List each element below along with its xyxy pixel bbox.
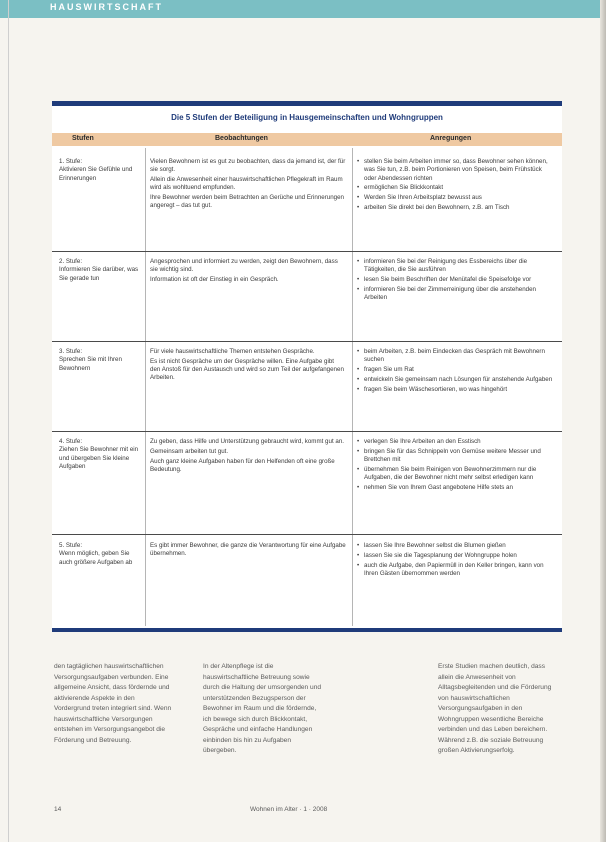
body-column-3 [438, 662, 560, 757]
beobachtungen-cell [150, 158, 346, 212]
stufe-description: Sprechen Sie mit Ihren Bewohnern [59, 356, 122, 372]
stufe-label: 5. Stufe: [59, 542, 83, 549]
anregung-item: • arbeiten Sie direkt bei den Bewohnern, z.B. am Tisch [357, 204, 555, 212]
beobachtung-text: Ihre Bewohner werden beim Betrachten an Gerüche und Erinnerungen angeregt – das tut gut. [150, 194, 344, 210]
anregung-item: • fragen Sie um Rat [357, 366, 555, 374]
body-paragraph: Erste Studien machen deutlich, dass allein die Anwesenheit von Alltagsbegleitenden und die Förderung von hauswirtschaftlichen Versorgungsaufgaben in den Wohngruppen wesentliche Bereiche verbinden und das Leben bereichern. Während z.B. die soziale Betreuung großen Aktivierungserfolg. [438, 663, 552, 754]
table-top-rule [52, 101, 562, 106]
anregung-item: • beim Arbeiten, z.B. beim Eindecken das Gespräch mit Bewohnern suchen [357, 348, 555, 365]
beobachtung-text: Für viele hauswirtschaftliche Themen entstehen Gespräche. [150, 348, 315, 355]
beobachtung-text: Gemeinsam arbeiten tut gut. [150, 447, 229, 455]
anregung-item: • stellen Sie beim Arbeiten immer so, dass Bewohner sehen können, was Sie tun, z.B. beim Portionieren von Speisen, beim Frühstück oder Abendessen richten [357, 158, 555, 183]
page-number: 14 [54, 806, 62, 813]
table-title: Die 5 Stufen der Beteiligung in Hausgemeinschaften und Wohngruppen [171, 113, 443, 122]
stufe-cell [59, 158, 141, 183]
anregung-item: • ermöglichen Sie Blickkontakt [357, 184, 555, 192]
column-divider [352, 148, 353, 626]
anregungen-cell [357, 258, 555, 304]
anregung-item: • informieren Sie bei der Zimmerreinigung über die anstehenden Arbeiten [357, 286, 555, 303]
anregung-item: • Werden Sie Ihren Arbeitsplatz bewusst aus [357, 194, 555, 202]
section-label: HAUSWIRTSCHAFT [50, 2, 163, 12]
stufe-label: 3. Stufe: [59, 348, 83, 355]
beobachtungen-cell [150, 348, 346, 384]
stufe-cell [59, 348, 141, 373]
margin-line [8, 0, 9, 842]
beobachtung-text: Vielen Bewohnern ist es gut zu beobachten, dass da jemand ist, der für sie sorgt. [150, 158, 346, 174]
beobachtung-text: Es gibt immer Bewohner, die ganze die Verantwortung für eine Aufgabe übernehmen. [150, 542, 346, 558]
anregung-item: • fragen Sie beim Wäschesortieren, wo was hingehört [357, 386, 555, 394]
column-header-stufen: Stufen [72, 135, 94, 142]
stufe-label: 1. Stufe: [59, 158, 83, 165]
stufe-description: Informieren Sie darüber, was Sie gerade tun [59, 266, 139, 282]
row-divider [52, 534, 562, 535]
beobachtungen-cell [150, 542, 346, 560]
row-divider [52, 431, 562, 432]
anregung-item: • entwickeln Sie gemeinsam nach Lösungen für anstehende Aufgaben [357, 376, 555, 384]
stufe-label: 2. Stufe: [59, 258, 83, 265]
table-bottom-rule [52, 628, 562, 632]
anregungen-cell [357, 158, 555, 214]
stufe-description: Aktivieren Sie Gefühle und Erinnerungen [59, 166, 133, 182]
beobachtung-text: Information ist oft der Einstieg in ein Gespräch. [150, 276, 279, 284]
beobachtungen-cell [150, 258, 346, 286]
column-header-beobachtungen: Beobachtungen [215, 135, 268, 142]
anregung-item: • bringen Sie für das Schnippeln von Gemüse weitere Messer und Brettchen mit [357, 448, 555, 465]
anregungen-cell [357, 438, 555, 494]
column-header-anregungen: Anregungen [430, 135, 472, 142]
stufe-description: Wenn möglich, geben Sie auch größere Aufgaben ab [59, 550, 133, 566]
anregung-item: • auch die Aufgabe, den Papiermüll in den Keller bringen, kann von Ihren Gästen übernommen werden [357, 562, 555, 579]
beobachtung-text: Allein die Anwesenheit einer hauswirtschaftlichen Pflegekraft im Raum wird als wohltuend empfunden. [150, 176, 343, 192]
magazine-footer: Wohnen im Alter · 1 · 2008 [250, 806, 328, 813]
stufe-label: 4. Stufe: [59, 438, 83, 445]
column-header-bar [52, 133, 562, 146]
anregung-item: • nehmen Sie von Ihrem Gast angebotene Hilfe stets an [357, 484, 555, 492]
stufe-cell [59, 542, 141, 567]
beobachtung-text: Zu geben, dass Hilfe und Unterstützung gebraucht wird, kommt gut an. [150, 438, 344, 445]
anregung-item: • informieren Sie bei der Reinigung des Essbereichs über die Tätigkeiten, die Sie ausführen [357, 258, 555, 275]
beobachtung-text: Es ist nicht Gespräche um der Gespräche willen. Eine Aufgabe gibt den Anstoß für den Austausch und wird so zum Teil der aufgefangenen Arbeiten. [150, 357, 344, 382]
anregungen-cell [357, 542, 555, 580]
column-divider [145, 148, 146, 626]
beobachtungen-cell [150, 438, 346, 476]
anregung-item: • lassen Sie sie die Tagesplanung der Wohngruppe holen [357, 552, 555, 560]
body-paragraph: In der Altenpflege ist die hauswirtschaftliche Betreuung sowie durch die Haltung der umsorgenden und unterstützenden Bezugsperson der Bewohner im Raum und die fördernde, ich bewege sich durch Blickkontakt, Gespräche und einfache Handlungen einbinden bis hin zu Aufgaben übergeben. [203, 663, 322, 754]
anregungen-cell [357, 348, 555, 395]
anregung-item: • lesen Sie beim Beschriften der Menütafel die Speisefolge vor [357, 276, 555, 284]
anregung-item: • übernehmen Sie beim Reinigen von Bewohnerzimmern nur die Aufgaben, die der Bewohner nicht mehr selbst erledigen kann [357, 466, 555, 483]
stufe-cell [59, 438, 141, 471]
body-column-2 [203, 662, 325, 757]
beobachtung-text: Auch ganz kleine Aufgaben haben für den Helfenden oft eine große Bedeutung. [150, 457, 335, 473]
anregung-item: • lassen Sie Ihre Bewohner selbst die Blumen gießen [357, 542, 555, 550]
anregung-item: • verlegen Sie Ihre Arbeiten an den Esstisch [357, 438, 555, 446]
stufe-cell [59, 258, 141, 283]
beobachtung-text: Angesprochen und informiert zu werden, zeigt den Bewohnern, dass sie wichtig sind. [150, 258, 338, 274]
scan-edge [600, 0, 606, 842]
row-divider [52, 251, 562, 252]
row-divider [52, 341, 562, 342]
body-column-1 [54, 662, 172, 746]
body-paragraph: den tagtäglichen hauswirtschaftlichen Versorgungsaufgaben verbunden. Eine allgemeine Ansicht, dass fördernde und aktivierende Aspekte in den Vordergrund treten integriert sind. Wenn hauswirtschaftliche Versorgungen entstehen im Versorgungsangebot die Förderung und Betreuung. [54, 663, 172, 744]
stufe-description: Ziehen Sie Bewohner mit ein und übergeben Sie kleine Aufgaben [59, 446, 139, 470]
